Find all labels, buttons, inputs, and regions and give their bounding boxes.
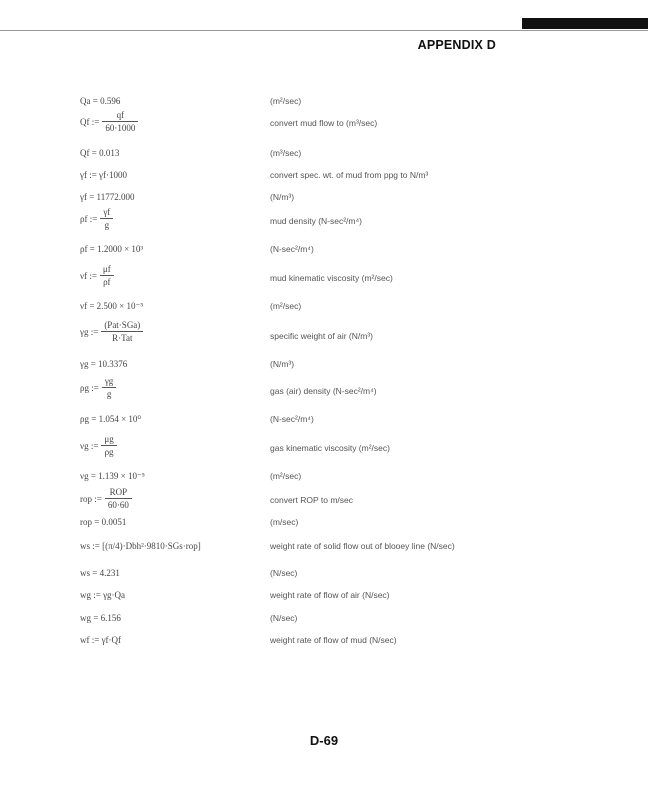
formula-comment: (m²/sec) — [270, 301, 302, 311]
formula-expression: wf := γf·Qf — [80, 635, 122, 645]
fraction — [101, 434, 116, 457]
denominator: ρf — [103, 277, 111, 287]
denominator: 60·60 — [107, 500, 129, 510]
numerator: qf — [102, 110, 138, 122]
formula-left: νg := — [80, 440, 99, 451]
fraction — [100, 207, 113, 230]
formula-comment: (m³/sec) — [270, 148, 302, 158]
formula-expression — [80, 110, 138, 133]
formula-expression: ws := [(π/4)·Dbh²·9810·SGs·rop] — [80, 541, 201, 551]
denominator: g — [104, 220, 110, 230]
formula-expression: νf = 2.500 × 10⁻⁵ — [80, 301, 144, 311]
formula-expression — [80, 487, 132, 510]
formula-comment: convert ROP to m/sec — [270, 495, 353, 505]
fraction — [101, 320, 143, 343]
formula-comment: weight rate of flow of air (N/sec) — [270, 590, 390, 600]
numerator: (Pat·SGa) — [101, 320, 143, 332]
appendix-heading: APPENDIX D — [417, 38, 496, 52]
formula-left: γg := — [80, 326, 99, 337]
formula-comment: (N/m³) — [270, 359, 295, 369]
fraction — [105, 487, 132, 510]
denominator: ρg — [104, 447, 114, 457]
formula-comment: (m²/sec) — [270, 96, 302, 106]
fraction — [100, 264, 114, 287]
numerator: γg — [102, 376, 116, 388]
formula-left: ρg := — [80, 382, 99, 393]
formula-expression — [80, 376, 116, 399]
numerator: γf — [100, 207, 113, 219]
formula-expression — [80, 434, 117, 457]
formula-comment: (N-sec²/m⁴) — [270, 244, 314, 254]
fraction — [102, 110, 138, 133]
fraction — [102, 376, 116, 399]
formula-left: rop := — [80, 493, 102, 504]
formula-expression: ws = 4.231 — [80, 568, 120, 578]
formula-expression: γf = 11772.000 — [80, 192, 135, 202]
formula-left: Qf := — [80, 116, 100, 127]
formula-comment: mud kinematic viscosity (m²/sec) — [270, 273, 393, 283]
denominator: 60·1000 — [105, 123, 136, 133]
denominator: R·Tat — [112, 333, 133, 343]
formula-left: νf := — [80, 270, 97, 281]
formula-comment: convert spec. wt. of mud from ppg to N/m³ — [270, 170, 429, 180]
formula-expression: νg = 1.139 × 10⁻⁵ — [80, 471, 145, 481]
formula-comment: (m²/sec) — [270, 471, 302, 481]
formula-comment: (N/m³) — [270, 192, 295, 202]
formula-expression: Qf = 0.013 — [80, 148, 120, 158]
formula-expression: wg := γg·Qa — [80, 590, 126, 600]
formula-expression: ρg = 1.054 × 10⁰ — [80, 414, 142, 424]
formula-comment: weight rate of flow of mud (N/sec) — [270, 635, 397, 645]
formula-left: ρf := — [80, 213, 98, 224]
formula-comment: gas (air) density (N-sec²/m⁴) — [270, 386, 377, 396]
formula-expression: rop = 0.0051 — [80, 517, 127, 527]
formula-expression: γg = 10.3376 — [80, 359, 128, 369]
formula-comment: (N/sec) — [270, 568, 298, 578]
formula-comment: (N-sec²/m⁴) — [270, 414, 314, 424]
formula-expression — [80, 207, 113, 230]
formula-comment: (m/sec) — [270, 517, 299, 527]
formula-comment: convert mud flow to (m³/sec) — [270, 118, 378, 128]
formula-comment: specific weight of air (N/m³) — [270, 331, 373, 341]
denominator: g — [106, 389, 112, 399]
formula-expression: γf := γf·1000 — [80, 170, 128, 180]
header-bar — [522, 18, 648, 29]
formula-expression: ρf = 1.2000 × 10³ — [80, 244, 144, 254]
formula-expression — [80, 264, 114, 287]
formula-expression: wg = 6.156 — [80, 613, 121, 623]
formula-expression — [80, 320, 143, 343]
numerator: ROP — [105, 487, 132, 499]
page-number: D-69 — [309, 733, 339, 748]
formula-comment: mud density (N-sec²/m⁴) — [270, 216, 362, 226]
formula-comment: gas kinematic viscosity (m²/sec) — [270, 443, 390, 453]
formula-comment: weight rate of solid flow out of blooey line (N/sec) — [270, 541, 455, 551]
formula-comment: (N/sec) — [270, 613, 298, 623]
numerator: μf — [100, 264, 114, 276]
numerator: μg — [101, 434, 116, 446]
formula-expression: Qa = 0.596 — [80, 96, 121, 106]
header-rule — [0, 30, 648, 31]
